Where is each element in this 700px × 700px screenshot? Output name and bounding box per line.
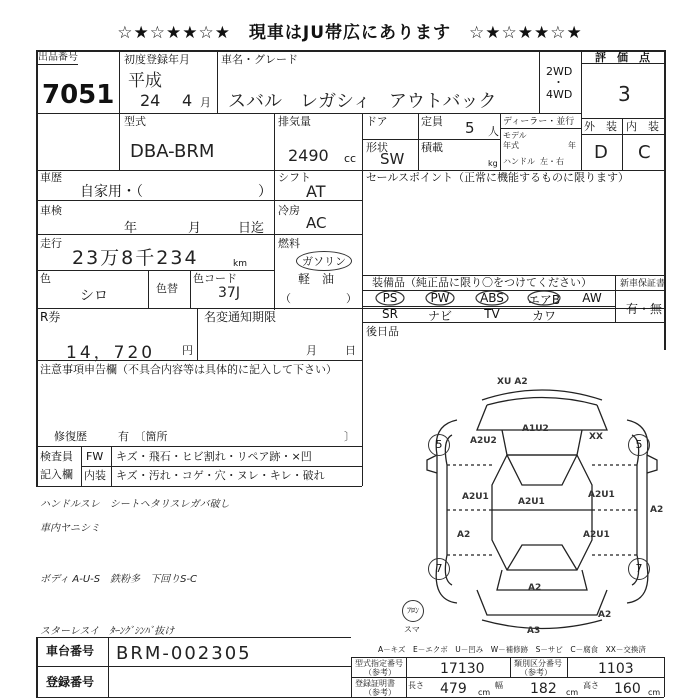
drive-dot: ・ bbox=[553, 76, 564, 89]
capacity-value: 5 bbox=[465, 119, 475, 137]
registration-month: 4 bbox=[182, 91, 193, 110]
shift-label: シフト bbox=[278, 171, 311, 184]
chassis-label: 車台番号 bbox=[46, 644, 95, 658]
height-unit: cm bbox=[648, 688, 661, 697]
inspector-in-items: キズ・汚れ・コゲ・穴・ヌレ・キレ・破れ bbox=[116, 469, 325, 482]
equipment-sr: SR bbox=[382, 307, 398, 321]
diagram-mark-front-bumper: XU A2 bbox=[497, 377, 528, 387]
registration-month-unit: 月 bbox=[200, 96, 211, 109]
diagram-mark-right-front-door: A2U1 bbox=[588, 490, 615, 500]
equipment-pw: PW bbox=[430, 291, 450, 305]
color-code-value: 37J bbox=[218, 285, 240, 301]
ac-label: 冷房 bbox=[278, 204, 300, 217]
handwritten-note-1: ハンドルスレ シートヘタリスレガバ破し bbox=[40, 499, 230, 510]
dealer-label: ディーラー・並行 bbox=[503, 117, 575, 127]
diagram-mark-left-rear-door: A2 bbox=[457, 530, 471, 540]
mileage-unit: km bbox=[233, 259, 247, 269]
equipment-leather: カワ bbox=[531, 309, 556, 323]
diagram-tire-rear-left: 7 bbox=[428, 558, 450, 580]
handwritten-note-4: スターレスイ ﾀｰﾝｸﾞｼﾝﾊﾞ抜け bbox=[40, 626, 175, 637]
equipment-label: 装備品（純正品に限り〇をつけてください） bbox=[372, 276, 592, 289]
warranty-label: 新車保証書 bbox=[620, 279, 666, 289]
shift-value: AT bbox=[306, 182, 326, 201]
capacity-unit: 人 bbox=[488, 125, 499, 138]
usage-value: 自家用・（ bbox=[80, 184, 143, 200]
diagram-tire-front-left: 5 bbox=[428, 434, 450, 456]
diagram-mark-roof: A2U1 bbox=[518, 497, 545, 507]
displacement-label: 排気量 bbox=[278, 115, 311, 128]
type-designation-sub: （参考） bbox=[364, 668, 396, 677]
vin-ref-label: 登録証明書 bbox=[355, 679, 395, 688]
car-name-value: スバル レガシィ アウトバック bbox=[228, 91, 497, 112]
model-label: 型式 bbox=[124, 115, 146, 128]
inspector-label2: 記入欄 bbox=[40, 468, 73, 481]
diagram-tire-front-right: 5 bbox=[628, 434, 650, 456]
warranty-value: 有・無 bbox=[626, 302, 663, 316]
displacement-value: 2490 bbox=[288, 146, 329, 165]
handwritten-note-3: ボディ A-U-S 鉄粉多 下回りS-C bbox=[40, 574, 198, 585]
diagram-mark-hood: A1U2 bbox=[522, 424, 549, 434]
color-change-label: 色替 bbox=[156, 282, 178, 295]
inspector-in-label: 内装 bbox=[84, 469, 106, 482]
doors-label: ドア bbox=[366, 115, 388, 128]
fuel-gasoline: ガソリン bbox=[296, 251, 352, 271]
equipment-ps: PS bbox=[382, 291, 398, 305]
equipment-navi: ナビ bbox=[427, 309, 452, 323]
after-fit-label: 後日品 bbox=[366, 325, 399, 338]
ac-value: AC bbox=[306, 214, 327, 232]
handle-value: 左・右 bbox=[540, 157, 564, 166]
diagram-mark-rear-right: A2 bbox=[598, 610, 612, 620]
diagram-legend: A－キズ E－エクボ U－凹み W－補修跡 S－サビ C－腐食 XX－交換済 bbox=[378, 645, 646, 654]
registration-era: 平成 bbox=[128, 71, 162, 91]
inspector-label1: 検査員 bbox=[40, 450, 73, 463]
model-year-label2: 年式 bbox=[503, 141, 519, 150]
diagram-spare-caption: スマ bbox=[404, 625, 420, 634]
model-year-unit: 年 bbox=[568, 141, 576, 150]
diagram-spare-tire: ﾌﾛﾝ bbox=[402, 600, 424, 622]
drive-4wd: 4WD bbox=[546, 88, 573, 101]
diagram-mark-right-fender: XX bbox=[589, 432, 603, 442]
registration-label: 初度登録年月 bbox=[124, 53, 190, 66]
diagram-mark-right-rear-door: A2U1 bbox=[583, 530, 610, 540]
model-value: DBA-BRM bbox=[130, 141, 215, 162]
recycle-unit: 円 bbox=[182, 344, 193, 357]
class-number-value: 1103 bbox=[598, 661, 634, 677]
interior-value: C bbox=[638, 142, 651, 163]
name-change-label: 名変通知期限 bbox=[204, 310, 277, 324]
length-unit: cm bbox=[478, 688, 491, 697]
load-label: 積載 bbox=[421, 141, 443, 154]
height-value: 160 bbox=[614, 681, 641, 697]
vin-ref-sub: （参考） bbox=[364, 688, 396, 697]
equipment-aw: AW bbox=[582, 291, 602, 305]
registration-year: 24 bbox=[140, 91, 161, 110]
repair-history-label: 修復歴 bbox=[54, 430, 87, 443]
diagram-mark-rear-bumper: A3 bbox=[527, 626, 541, 636]
lot-label: 出品番号 bbox=[38, 52, 78, 63]
repair-history-value: 有 〔箇所 bbox=[118, 430, 168, 443]
reg-number-label: 登録番号 bbox=[46, 675, 95, 689]
class-number-sub: （参考） bbox=[520, 668, 552, 677]
width-unit: cm bbox=[566, 688, 579, 697]
lot-number: 7051 bbox=[42, 80, 115, 110]
diagram-mark-trunk: A2 bbox=[528, 583, 542, 593]
load-unit: kg bbox=[488, 159, 498, 168]
width-label: 幅 bbox=[495, 681, 503, 690]
inspection-year-unit: 年 bbox=[124, 221, 138, 236]
repair-history-close: 〕 bbox=[344, 430, 355, 443]
mileage-label: 走行 bbox=[40, 237, 62, 250]
sales-point-label: セールスポイント（正常に機能するものに限ります） bbox=[366, 171, 630, 184]
fuel-diesel: 軽 油 bbox=[298, 272, 335, 286]
diagram-mark-left-fender: A2U2 bbox=[470, 436, 497, 446]
color-value: シロ bbox=[80, 288, 108, 304]
equipment-abs: ABS bbox=[480, 291, 504, 305]
equipment-airbag: エアB bbox=[527, 293, 561, 307]
inspection-day-unit: 日迄 bbox=[238, 221, 265, 236]
diagram-mark-right-side: A2 bbox=[650, 505, 664, 515]
diagram-tire-rear-right: 7 bbox=[628, 558, 650, 580]
inspection-label: 車検 bbox=[40, 204, 62, 217]
interior-label: 内 装 bbox=[626, 120, 659, 133]
length-label: 長さ bbox=[408, 681, 424, 690]
capacity-label: 定員 bbox=[421, 115, 443, 128]
fuel-other: （ ） bbox=[280, 292, 357, 305]
usage-label: 車歴 bbox=[40, 171, 62, 184]
shape-label: 形状 bbox=[366, 141, 388, 154]
color-code-label: 色コード bbox=[193, 272, 237, 285]
class-number-label: 類別区分番号 bbox=[514, 659, 562, 668]
inspector-fw-label: FW bbox=[86, 450, 104, 463]
exterior-label: 外 装 bbox=[584, 120, 617, 133]
color-label: 色 bbox=[40, 272, 51, 285]
drive-2wd: 2WD bbox=[546, 65, 573, 78]
height-label: 高さ bbox=[583, 681, 599, 690]
exterior-value: D bbox=[594, 142, 608, 163]
type-designation-value: 17130 bbox=[440, 661, 485, 677]
model-year-label1: モデル bbox=[503, 131, 527, 140]
notes-label: 注意事項申告欄（不具合内容等は具体的に記入して下さい） bbox=[40, 363, 337, 376]
shape-value: SW bbox=[380, 150, 405, 168]
equipment-circle-marks bbox=[362, 290, 615, 322]
score-label: 評 価 点 bbox=[595, 51, 650, 64]
handwritten-note-2: 車内ヤニシミ bbox=[40, 523, 100, 534]
equipment-tv: TV bbox=[484, 307, 500, 321]
fuel-label: 燃料 bbox=[278, 237, 300, 250]
name-change-month: 月 bbox=[306, 344, 317, 357]
score-value: 3 bbox=[618, 82, 631, 106]
diagram-mark-left-front-door: A2U1 bbox=[462, 492, 489, 502]
recycle-label: R券 bbox=[40, 310, 61, 324]
recycle-value: 14，720 bbox=[66, 343, 156, 363]
displacement-unit: cc bbox=[344, 152, 357, 165]
type-designation-label: 型式指定番号 bbox=[355, 659, 403, 668]
usage-close: ） bbox=[258, 184, 272, 200]
banner: ☆★☆★★☆★ 現車はJU帯広にあります ☆★☆★★☆★ bbox=[117, 23, 583, 43]
handle-label: ハンドル bbox=[503, 157, 535, 166]
name-change-day: 日 bbox=[345, 344, 356, 357]
car-name-label: 車名・グレード bbox=[221, 53, 298, 66]
inspection-month-unit: 月 bbox=[188, 221, 202, 236]
mileage-value: 23万8千234 bbox=[72, 247, 199, 269]
width-value: 182 bbox=[530, 681, 557, 697]
inspector-fw-items: キズ・飛石・ヒビ割れ・リペア跡・×凹 bbox=[116, 450, 312, 463]
length-value: 479 bbox=[440, 681, 467, 697]
chassis-value: BRM-002305 bbox=[116, 643, 252, 664]
